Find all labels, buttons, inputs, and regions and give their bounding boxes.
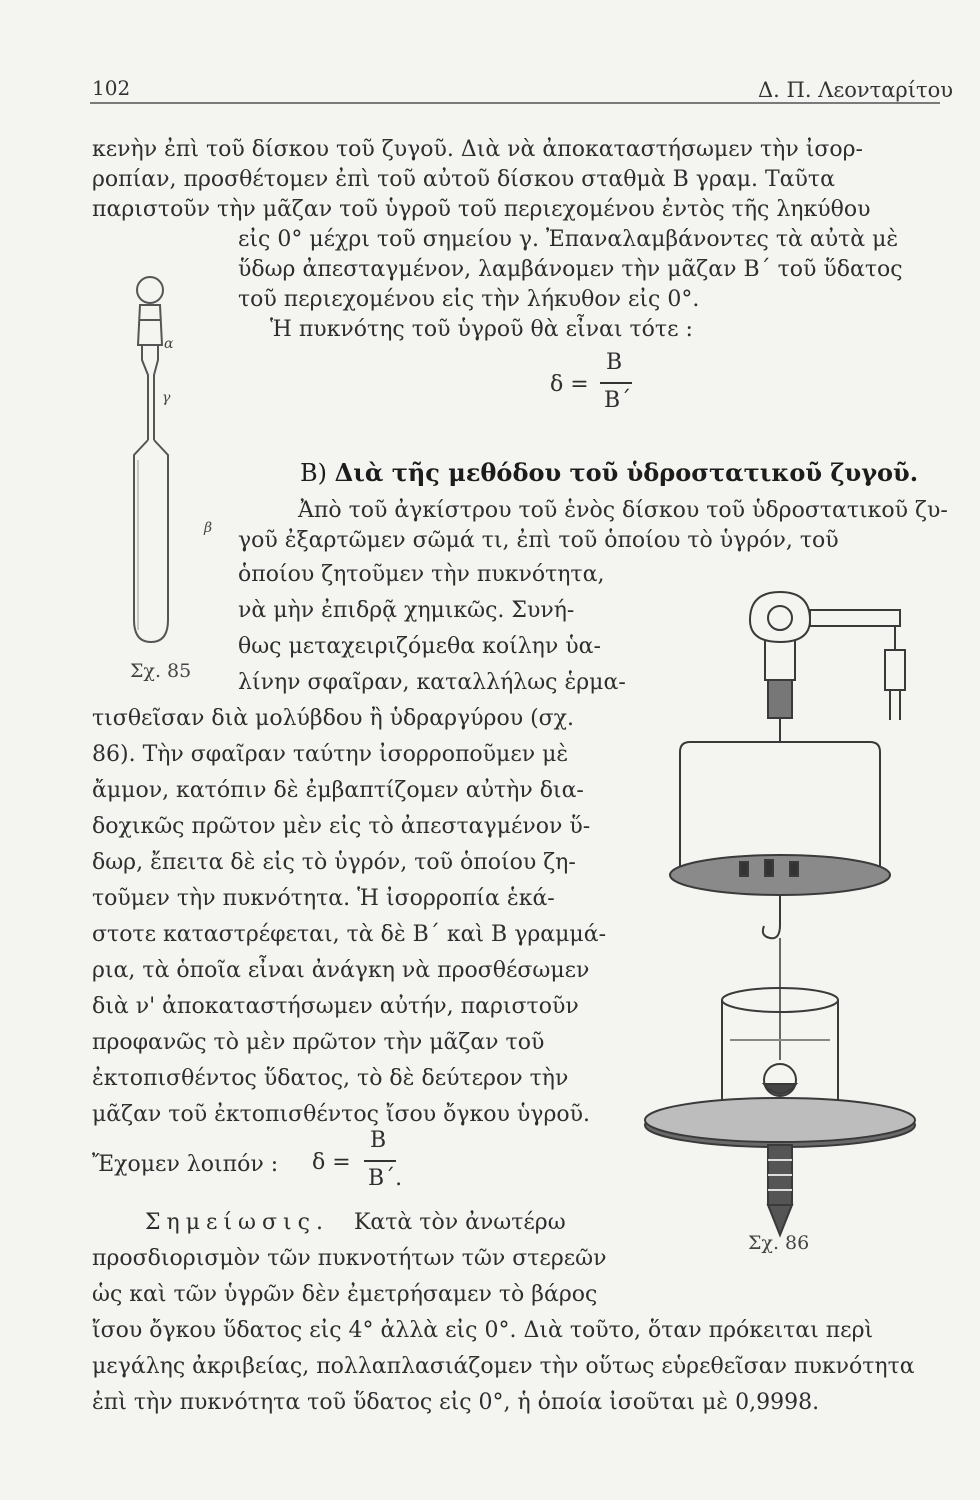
flask-neck — [142, 345, 158, 440]
figure-caption: Σχ. 86 — [748, 1232, 810, 1254]
text-line: Ἔχομεν λοιπόν : — [92, 1152, 279, 1177]
remark-label: Σημείωσις. — [145, 1210, 329, 1235]
remark-line — [145, 1208, 566, 1238]
text-line: τοῦμεν τὴν πυκνότητα. Ἡ ἰσορροπία ἑκά- — [92, 886, 555, 911]
text-line: Ἡ πυκνότης τοῦ ὑγροῦ θὰ εἶναι τότε : — [270, 317, 693, 342]
formula-numerator: Β — [370, 1128, 387, 1153]
text-line: διὰ ν' ἀποκαταστήσωμεν αὐτήν, παριστοῦν — [92, 994, 579, 1019]
page-number: 102 — [92, 76, 131, 100]
hanger — [765, 640, 795, 680]
text-line: εἰς 0° μέχρι τοῦ σημείου γ. Ἐπαναλαμβάνοντες τὰ αὐτὰ μὲ — [238, 227, 899, 252]
density-formula — [312, 1128, 412, 1208]
text-line: παριστοῦν τὴν μᾶζαν τοῦ ὑγροῦ τοῦ περιεχομένου ἐντὸς τῆς ληκύθου — [92, 197, 871, 222]
header-rule — [90, 102, 940, 104]
balance-pan — [670, 855, 890, 895]
text-line: κενὴν ἐπὶ τοῦ δίσκου τοῦ ζυγοῦ. Διὰ νὰ ἀποκαταστήσωμεν τὴν ἰσορ- — [92, 137, 863, 162]
text-line: ἄμμον, κατόπιν δὲ ἐμβαπτίζομεν αὐτὴν δια- — [92, 778, 584, 803]
text-line: μᾶζαν τοῦ ἐκτοπισθέντος ἴσου ὄγκου ὑγροῦ. — [92, 1102, 590, 1127]
text-line: δοχικῶς πρῶτον μὲν εἰς τὸ ἀπεσταγμένον ὕ- — [92, 814, 591, 839]
text-line: δωρ, ἔπειτα δὲ εἰς τὸ ὑγρόν, τοῦ ὁποίου ζη- — [92, 850, 576, 875]
balance-arm — [810, 610, 900, 626]
running-title: Δ. Π. Λεονταρίτου — [758, 78, 954, 102]
balance-ring — [750, 592, 810, 642]
side-clamp — [885, 626, 905, 720]
formula-denominator: Β΄ — [604, 388, 632, 413]
text-line: λίνην σφαῖραν, καταλλήλως ἑρμα- — [238, 670, 626, 695]
text-line: γοῦ ἐξαρτῶμεν σῶμά τι, ἐπὶ τοῦ ὁποίου τὸ ὑγρόν, τοῦ — [238, 528, 839, 553]
text-line: στοτε καταστρέφεται, τὰ δὲ Β΄ καὶ Β γραμμά- — [92, 922, 607, 947]
formula-numerator: Β — [606, 350, 623, 375]
heading-title: Διὰ τῆς μεθόδου τοῦ ὑδροστατικοῦ ζυγοῦ. — [334, 458, 919, 487]
text-line: ἴσου ὄγκου ὕδατος εἰς 4° ἀλλὰ εἰς 0°. Διὰ τοῦτο, ὅταν πρόκειται περὶ — [92, 1318, 874, 1343]
text-line: νὰ μὴν ἐπιδρᾷ χημικῶς. Συνή- — [238, 598, 575, 623]
formula-denominator: Β΄. — [368, 1166, 403, 1191]
text-line: 86). Τὴν σφαῖραν ταύτην ἰσορροποῦμεν μὲ — [92, 742, 569, 767]
text-line: ρια, τὰ ὁποῖα εἶναι ἀνάγκη νὰ προσθέσωμεν — [92, 958, 590, 983]
formula-lhs: δ = — [550, 372, 589, 397]
density-formula — [550, 350, 640, 430]
text-line: ἐκτοπισθέντος ὕδατος, τὸ δὲ δεύτερον τὴν — [92, 1066, 569, 1091]
figure-label: β — [204, 520, 213, 536]
text-line: ἐπὶ τὴν πυκνότητα τοῦ ὕδατος εἰς 0°, ἡ ὁποία ἰσοῦται μὲ 0,9998. — [92, 1390, 820, 1415]
text-line: ὡς καὶ τῶν ὑγρῶν δὲν ἐμετρήσαμεν τὸ βάρος — [92, 1282, 598, 1307]
section-heading — [300, 458, 918, 487]
figure-caption: Σχ. 85 — [130, 660, 192, 682]
weight-block — [768, 680, 792, 718]
text-line: ὁποίου ζητοῦμεν τὴν πυκνότητα, — [238, 562, 605, 587]
pycnometer-figure — [110, 250, 200, 650]
hydrostatic-balance-figure — [640, 580, 940, 1280]
text-line: τισθεῖσαν διὰ μολύβδου ἢ ὑδραργύρου (σχ. — [92, 706, 574, 731]
text-line: Ἀπὸ τοῦ ἀγκίστρου τοῦ ἑνὸς δίσκου τοῦ ὑδροστατικοῦ ζυ- — [298, 498, 948, 523]
text-line: θως μεταχειριζόμεθα κοίλην ὑα- — [238, 634, 601, 659]
figure-label: α — [164, 336, 174, 352]
text-line: τοῦ περιεχομένου εἰς τὴν λήκυθον εἰς 0°. — [238, 287, 700, 312]
hook — [763, 895, 780, 938]
fraction-bar — [600, 382, 632, 384]
text-line: ὕδωρ ἀπεσταγμένον, λαμβάνομεν τὴν μᾶζαν Β΄ τοῦ ὕδατος — [238, 257, 903, 282]
figure-label: γ — [162, 390, 171, 406]
formula-lhs: δ = — [312, 1150, 351, 1175]
text-line: προφανῶς τὸ μὲν πρῶτον τὴν μᾶζαν τοῦ — [92, 1030, 545, 1055]
remark-text: Κατὰ τὸν ἀνωτέρω — [353, 1210, 566, 1235]
flask-body — [134, 440, 168, 642]
heading-marker: Β) — [300, 459, 335, 487]
text-line: προσδιορισμὸν τῶν πυκνοτήτων τῶν στερεῶν — [92, 1246, 607, 1271]
text-line: μεγάλης ἀκριβείας, πολλαπλασιάζομεν τὴν οὕτως εὑρεθεῖσαν πυκνότητα — [92, 1354, 915, 1379]
stopper — [138, 305, 162, 345]
text-line: ροπίαν, προσθέτομεν ἐπὶ τοῦ αὐτοῦ δίσκου σταθμὰ Β γραμ. Ταῦτα — [92, 167, 835, 192]
fraction-bar — [364, 1160, 396, 1162]
stopper-knob — [137, 277, 163, 303]
pan-stirrup — [680, 742, 880, 870]
